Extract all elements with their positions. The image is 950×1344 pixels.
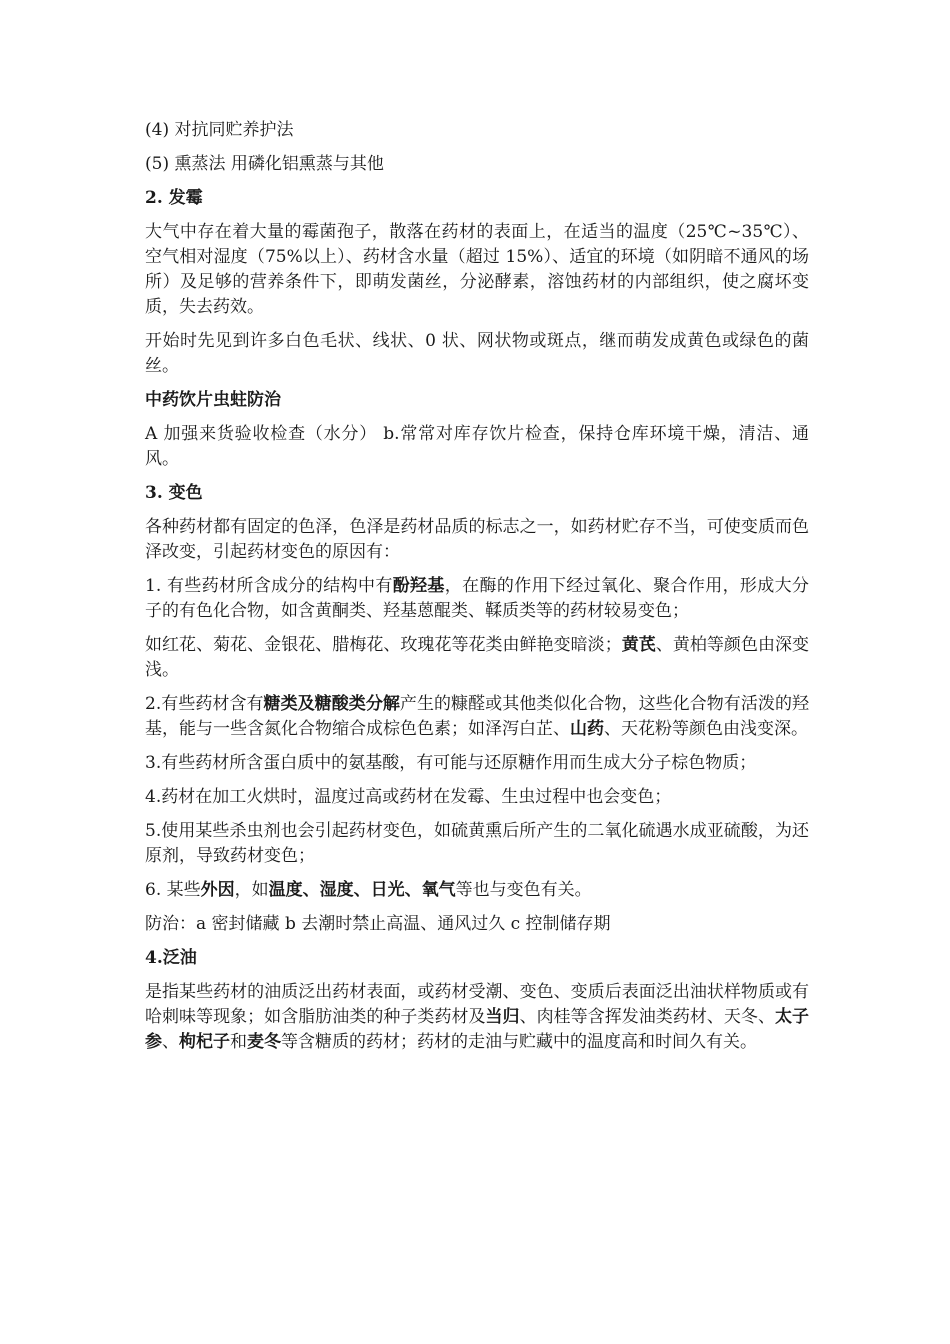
paragraph <box>145 912 809 937</box>
paragraph <box>145 692 809 742</box>
text-run: 2. 发霉 <box>145 188 203 208</box>
bold-term: 温度、湿度、日光、氧气 <box>268 880 456 900</box>
paragraph <box>145 220 809 320</box>
text-run: 、肉桂等含挥发油类药材、天冬、 <box>519 1007 775 1027</box>
text-run: 、 <box>162 1032 179 1052</box>
bold-term: 酚羟基 <box>392 576 445 596</box>
paragraph <box>145 329 809 379</box>
paragraph <box>145 422 809 472</box>
section-heading <box>145 946 809 971</box>
bold-term: 枸杞子 <box>179 1032 230 1052</box>
bold-term: 糖类及糖酸类分解 <box>263 694 400 714</box>
text-run: 和 <box>230 1032 247 1052</box>
text-run: 各种药材都有固定的色泽，色泽是药材品质的标志之一，如药材贮存不当，可使变质而色泽改变，引起药材变色的原因有： <box>145 517 809 562</box>
paragraph <box>145 152 809 177</box>
paragraph <box>145 118 809 143</box>
text-run: 4.泛油 <box>145 948 197 968</box>
text-run: (4) 对抗同贮养护法 <box>145 120 294 140</box>
text-run: 等含糖质的药材；药材的走油与贮藏中的温度高和时间久有关。 <box>281 1032 757 1052</box>
bold-term: 太子参 <box>145 1007 810 1052</box>
text-run: 5.使用某些杀虫剂也会引起药材变色，如硫黄熏后所产生的二氧化硫遇水成亚硫酸，为还原剂，导致药材变色； <box>145 821 809 866</box>
document-page <box>145 118 809 1064</box>
paragraph <box>145 574 809 624</box>
paragraph <box>145 819 809 869</box>
text-run: 1. 有些药材所含成分的结构中有 <box>145 576 393 596</box>
bold-term: 黄芪 <box>621 635 656 655</box>
paragraph <box>145 633 809 683</box>
text-run: 是指某些药材的油质泛出药材表面，或药材受潮、变色、变质后表面泛出油状样物质或有哈刺味等现象；如含脂肪油类的种子类药材及 <box>145 982 809 1027</box>
text-run: ，如 <box>234 880 269 900</box>
bold-term: 当归 <box>485 1007 520 1027</box>
text-run: 3. 变色 <box>145 483 203 503</box>
text-run: 开始时先见到许多白色毛状、线状、0 状、网状物或斑点，继而萌发成黄色或绿色的菌丝。 <box>145 331 809 376</box>
text-run: ，在酶的作用下经过氧化、聚合作用，形成大分子的有色化合物，如含黄酮类、羟基蒽醌类、鞣质类等的药材较易变色； <box>145 576 810 621</box>
text-run: (5) 熏蒸法 用磷化铝熏蒸与其他 <box>145 154 384 174</box>
text-run: 中药饮片虫蛀防治 <box>145 390 281 410</box>
text-run: 如红花、菊花、金银花、腊梅花、玫瑰花等花类由鲜艳变暗淡； <box>145 635 622 655</box>
paragraph <box>145 751 809 776</box>
text-run: 3.有些药材所含蛋白质中的氨基酸，有可能与还原糖作用而生成大分子棕色物质； <box>145 753 757 773</box>
paragraph <box>145 980 809 1055</box>
text-run: 4.药材在加工火烘时，温度过高或药材在发霉、生虫过程中也会变色； <box>145 787 672 807</box>
text-run: 、天花粉等颜色由浅变深。 <box>604 719 808 739</box>
text-run: 防治：a 密封储藏 b 去潮时禁止高温、通风过久 c 控制储存期 <box>145 914 611 934</box>
section-heading <box>145 481 809 506</box>
section-heading <box>145 186 809 211</box>
text-run: 等也与变色有关。 <box>455 880 592 900</box>
bold-term: 麦冬 <box>247 1032 281 1052</box>
bold-term: 外因 <box>200 880 235 900</box>
bold-term: 山药 <box>570 719 604 739</box>
text-run: A 加强来货验收检查（水分） b.常常对库存饮片检查，保持仓库环境干燥，清洁、通风。 <box>145 424 809 469</box>
text-run: 、黄柏等颜色由深变浅。 <box>145 635 810 680</box>
text-run: 6. 某些 <box>145 880 201 900</box>
text-run: 2.有些药材含有 <box>145 694 264 714</box>
text-run: 产生的糠醛或其他类似化合物，这些化合物有活泼的羟基，能与一些含氮化合物缩合成棕色色素；如泽泻白芷、 <box>145 694 809 739</box>
section-heading <box>145 388 809 413</box>
paragraph <box>145 878 809 903</box>
paragraph <box>145 785 809 810</box>
text-run: 大气中存在着大量的霉菌孢子，散落在药材的表面上，在适当的温度（25℃~35℃）、空气相对湿度（75%以上）、药材含水量（超过 15%）、适宜的环境（如阴暗不通风的场所）及足够的营养条件下，即萌发菌丝，分泌酵素，溶蚀药材的内部组织，使之腐坏变质，失去药效。 <box>145 222 809 317</box>
paragraph <box>145 515 809 565</box>
